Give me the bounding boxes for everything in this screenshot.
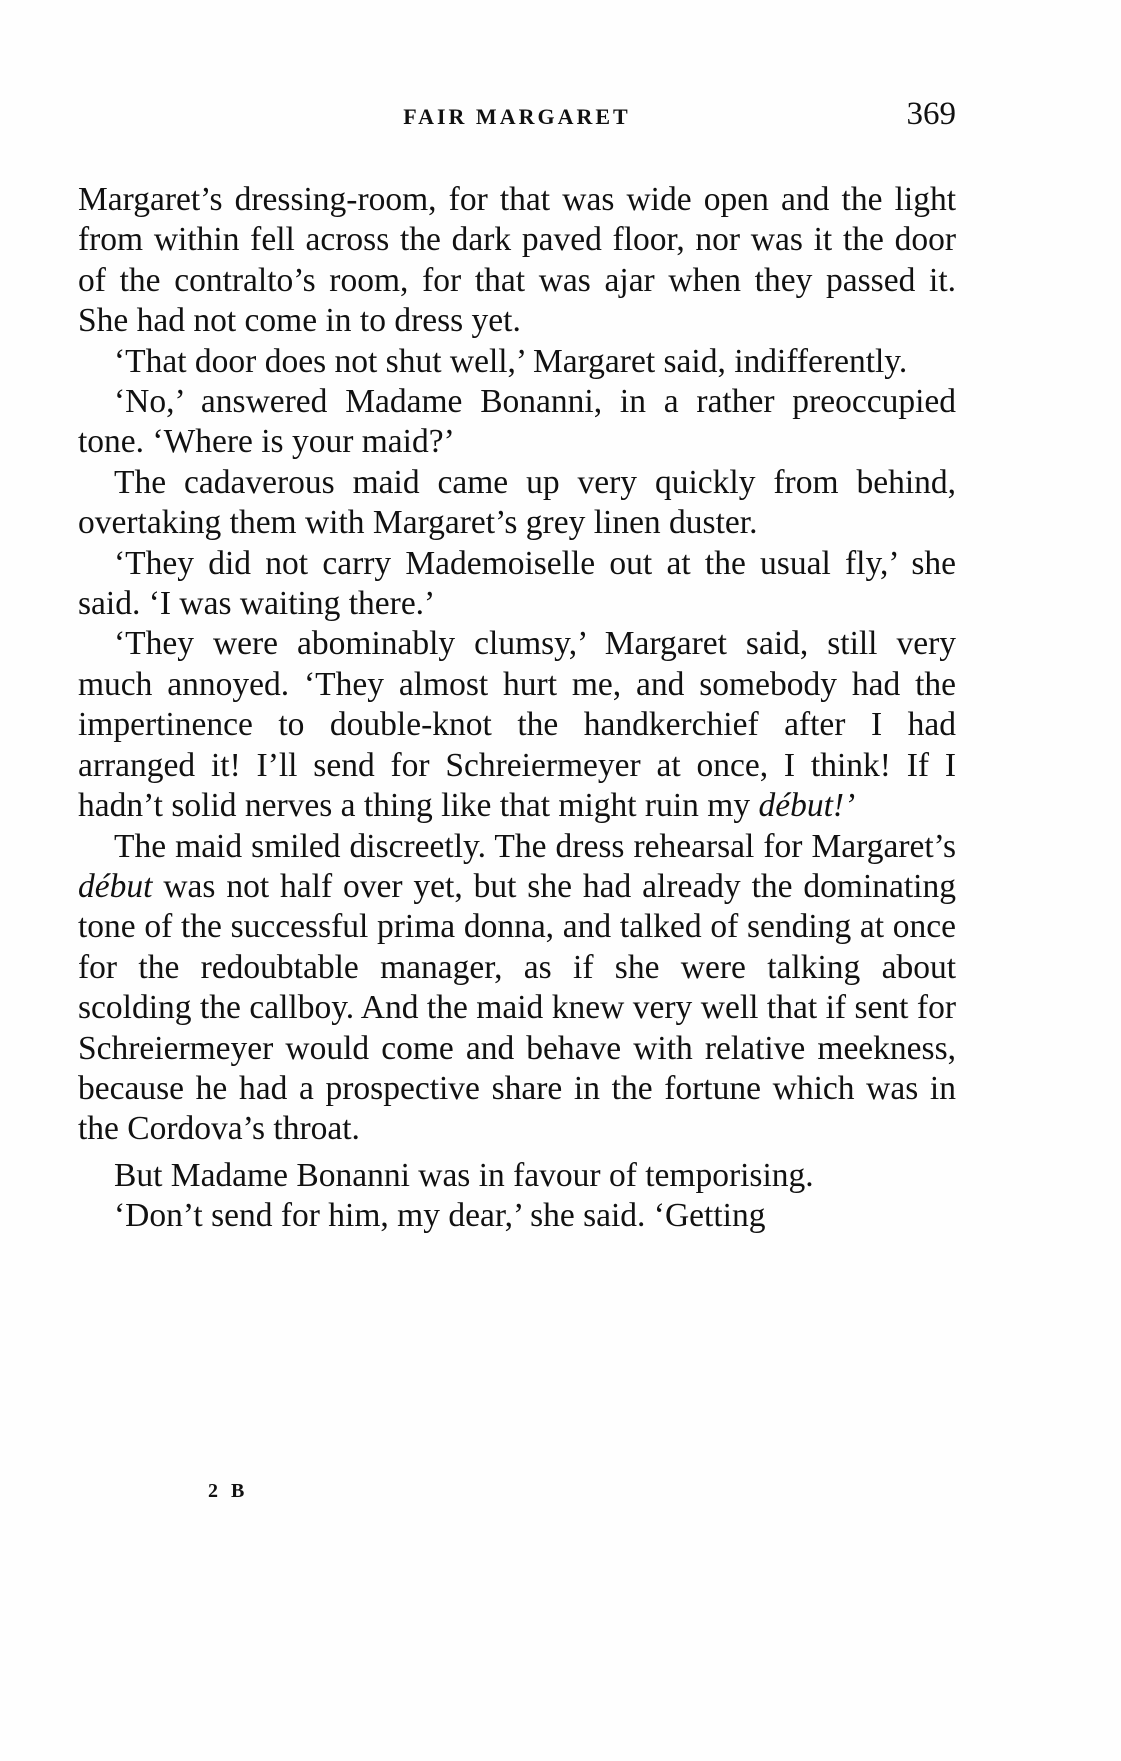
paragraph-3: ‘No,’ answered Madame Bonanni, in a rather preoccupied tone. ‘Where is your maid?’ [78,383,956,461]
paragraph-1: Margaret’s dressing-room, for that was wide open and the light from within fell across the dark paved floor, nor was it the door of the contralto’s room, for that was ajar when they passed it. She had not come in to dress yet. [78,181,956,340]
paragraph-2: ‘That door does not shut well,’ Margaret said, indifferently. [114,342,908,380]
body-text [78,180,956,1237]
paragraph-7-tail: was not half over yet, but she had already the dominating tone of the successful prima donna, and talked of sending at once for the redoubtable manager, as if she were talking about scolding the callboy. And the maid knew very well that if sent for Schreiermeyer would come and behave with relative meekness, because he had a prospective share in the fortune which was in the Cordova’s throat. [78,867,956,1148]
paragraph-4: The cadaverous maid came up very quickly from behind, overtaking them with Margaret’s grey linen duster. [78,463,956,542]
paragraph-6-italic: début!’ [758,787,856,825]
running-title: FAIR MARGARET [403,104,631,129]
running-head [78,96,956,136]
paragraph-8: But Madame Bonanni was in favour of temporising. [114,1156,814,1194]
paragraph-9: ‘Don’t send for him, my dear,’ she said. ‘Getting [114,1197,766,1235]
paragraph-6 [78,624,956,826]
page-number: 369 [906,96,956,132]
paragraph-6-text: ‘They were abominably clumsy,’ Margaret said, still very much annoyed. ‘They almost hurt me, and somebody had the impertinence to double-knot the handkerchief after I had arranged it! I’ll send for Schreiermeyer at once, I think! If I hadn’t solid nerves a thing like that might ruin my [78,625,956,825]
signature-mark: 2 B [208,1480,249,1502]
paragraph-5: ‘They did not carry Mademoiselle out at the usual fly,’ she said. ‘I was waiting there.’ [78,544,956,623]
paragraph-7-italic: début [78,867,153,905]
paragraph-7-text: The maid smiled discreetly. The dress rehearsal for Margaret’s [114,827,956,865]
paragraph-7 [78,827,956,1150]
